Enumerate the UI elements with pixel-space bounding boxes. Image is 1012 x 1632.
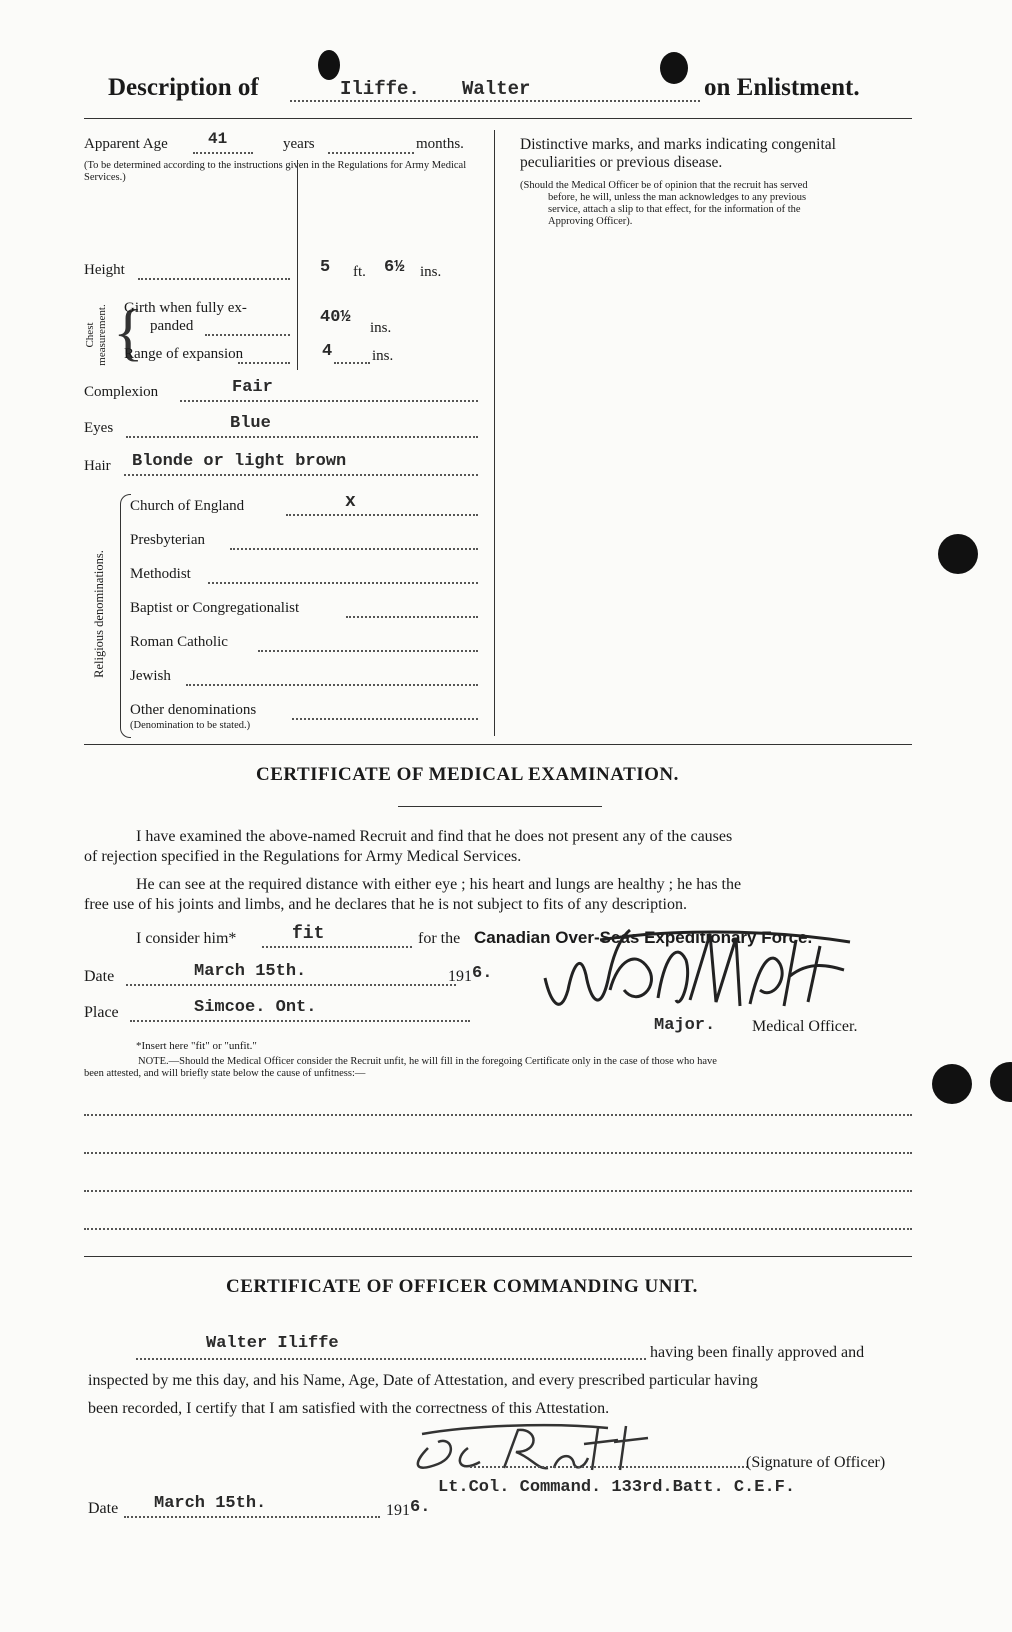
hair-label: Hair [84, 458, 111, 474]
commanding-certificate-title: CERTIFICATE OF OFFICER COMMANDING UNIT. [226, 1276, 698, 1297]
commanding-officer-title: Lt.Col. Command. 133rd.Batt. C.E.F. [438, 1478, 796, 1497]
commanding-date-value: March 15th. [154, 1494, 267, 1513]
marks-note-4: Approving Officer). [548, 216, 633, 227]
religion-methodist: Methodist [130, 566, 191, 582]
signature-of-officer-label: (Signature of Officer) [746, 1454, 886, 1471]
commanding-date-label: Date [88, 1500, 119, 1517]
chest-bracket: { [113, 296, 144, 367]
age-value: 41 [208, 130, 228, 148]
unfitness-line-3 [84, 1190, 912, 1192]
medical-year-prefix: 191 [448, 968, 472, 985]
punch-hole-right [660, 52, 688, 84]
consider-label: I consider him* [136, 930, 237, 947]
punch-hole-left [318, 50, 340, 80]
approved-line-tail: having been finally approved and [650, 1344, 865, 1361]
height-label: Height [84, 262, 125, 278]
punch-hole-margin-1 [938, 534, 978, 574]
religion-roman-catholic: Roman Catholic [130, 634, 228, 650]
medical-officer-rank: Major. [654, 1016, 716, 1035]
for-the-label: for the [418, 930, 461, 947]
center-divider [494, 130, 495, 736]
note-text-2: been attested, and will briefly state below the cause of unfitness:— [84, 1068, 366, 1079]
range-ins-label: ins. [372, 348, 394, 364]
commanding-year-value: 6. [410, 1498, 431, 1517]
medical-para1-a: I have examined the above-named Recruit and find that he does not present any of the causes [136, 828, 733, 845]
marks-note-2: before, he will, unless the man acknowledges to any previous [548, 192, 807, 203]
religion-label: Religious denominations. [92, 550, 106, 678]
eyes-label: Eyes [84, 420, 114, 436]
girth-label-2: panded [150, 318, 194, 334]
medical-date-value: March 15th. [194, 962, 307, 981]
range-value: 4 [322, 342, 333, 361]
top-rule [84, 118, 912, 119]
religion-presbyterian: Presbyterian [130, 532, 205, 548]
recruit-name-value: Walter Iliffe [206, 1334, 339, 1353]
chest-label: Chest measurement. [84, 304, 108, 366]
unfitness-line-4 [84, 1228, 912, 1230]
bottom-rule [84, 744, 912, 745]
girth-label-1: Girth when fully ex- [124, 300, 247, 316]
religion-baptist: Baptist or Congregationalist [130, 600, 300, 616]
insert-note: *Insert here "fit" or "unfit." [136, 1040, 257, 1052]
height-in-value: 6½ [384, 258, 405, 277]
unfitness-line-2 [84, 1152, 912, 1154]
header-given-name: Walter [462, 78, 531, 100]
medical-officer-label: Medical Officer. [752, 1018, 858, 1035]
header-surname: Iliffe. [340, 78, 420, 100]
medical-title-underline [398, 806, 602, 807]
range-label: Range of expansion [124, 346, 244, 362]
medical-year-value: 6. [472, 964, 493, 983]
marks-note-1: (Should the Medical Officer be of opinion that the recruit has served [520, 180, 808, 191]
age-note: (To be determined according to the instructions given in the Regulations for Army Medical Services.) [84, 160, 467, 183]
medical-place-value: Simcoe. Ont. [194, 998, 317, 1017]
section-divider [84, 1256, 912, 1257]
religion-jewish: Jewish [130, 668, 171, 684]
ft-label: ft. [353, 264, 366, 280]
unfitness-line-1 [84, 1114, 912, 1116]
complexion-value: Fair [232, 378, 273, 397]
height-ft-value: 5 [320, 258, 331, 277]
punch-hole-margin-2 [932, 1064, 972, 1104]
medical-para2-a: He can see at the required distance with either eye ; his heart and lungs are healthy ; he has the [136, 876, 742, 893]
medical-para2-b: free use of his joints and limbs, and he declares that he is not subject to fits of any description. [84, 896, 687, 913]
medical-date-label: Date [84, 968, 115, 985]
religion-mark-church-of-england: x [345, 492, 356, 512]
eyes-value: Blue [230, 414, 271, 433]
religion-church-of-england: Church of England [130, 498, 245, 514]
force-label: Canadian Over-Seas Expeditionary Force. [474, 928, 813, 947]
years-label: years [283, 136, 315, 152]
medical-certificate-title: CERTIFICATE OF MEDICAL EXAMINATION. [256, 764, 679, 785]
height-ins-label: ins. [420, 264, 442, 280]
medical-officer-signature [540, 920, 860, 1030]
medical-para1-b: of rejection specified in the Regulations for Army Medical Services. [84, 848, 522, 865]
months-label: months. [416, 136, 464, 152]
marks-note-3: service, attach a slip to that effect, for the information of the [548, 204, 801, 215]
note-text-1: NOTE.—Should the Medical Officer consider the Recruit unfit, he will fill in the foregoing Certificate only in the case of those who have [138, 1056, 717, 1067]
consider-value: fit [292, 924, 325, 944]
girth-ins-label: ins. [370, 320, 392, 336]
religion-other: Other denominations [130, 702, 257, 718]
measure-column-line [297, 160, 298, 370]
hair-value: Blonde or light brown [132, 452, 347, 471]
punch-hole-margin-3 [990, 1062, 1012, 1102]
girth-value: 40½ [320, 308, 351, 327]
marks-title-1: Distinctive marks, and marks indicating congenital [520, 136, 836, 153]
age-label: Apparent Age [84, 136, 168, 152]
recorded-line: been recorded, I certify that I am satisfied with the correctness of this Attestation. [88, 1400, 610, 1417]
commanding-year-prefix: 191 [386, 1502, 410, 1519]
header-suffix: on Enlistment. [704, 74, 860, 101]
inspected-line: inspected by me this day, and his Name, Age, Date of Attestation, and every prescribed particular having [88, 1372, 758, 1389]
marks-title-2: peculiarities or previous disease. [520, 154, 723, 171]
commanding-officer-signature [408, 1418, 728, 1478]
denomination-note: (Denomination to be stated.) [130, 720, 251, 731]
header-prefix: Description of [108, 74, 259, 101]
complexion-label: Complexion [84, 384, 159, 400]
medical-place-label: Place [84, 1004, 119, 1021]
